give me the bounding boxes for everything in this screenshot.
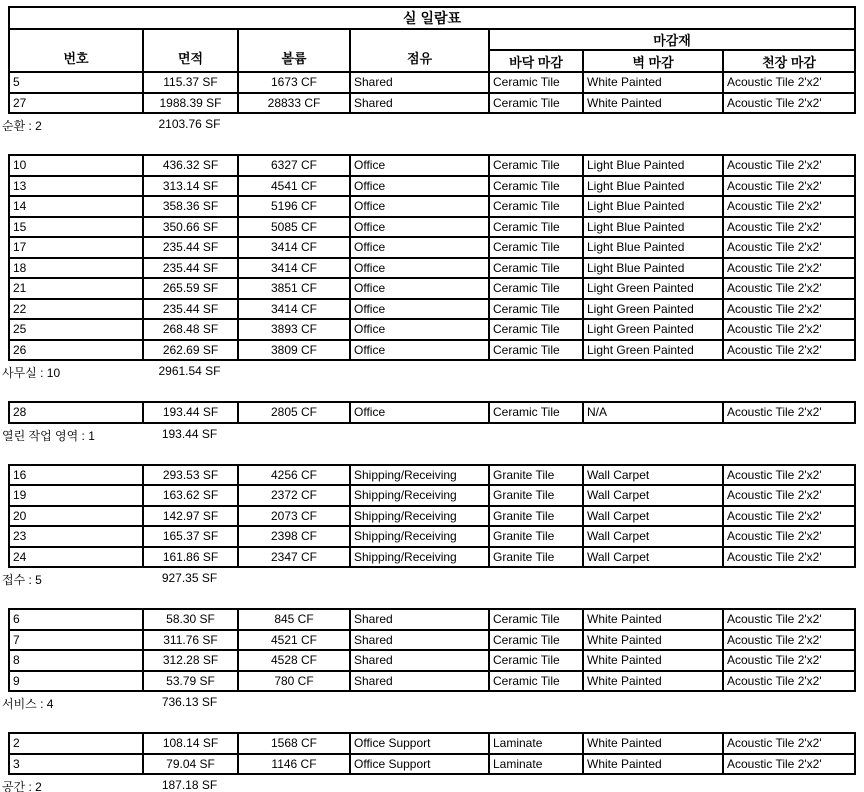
cell: Acoustic Tile 2'x2' bbox=[723, 630, 855, 651]
cell: Laminate bbox=[489, 733, 583, 754]
cell: 5085 CF bbox=[238, 217, 350, 238]
cell: Laminate bbox=[489, 754, 583, 775]
cell: Granite Tile bbox=[489, 485, 583, 506]
cell: Office bbox=[350, 217, 489, 238]
cell: 28833 CF bbox=[238, 93, 350, 114]
cell: 22 bbox=[9, 299, 143, 320]
cell: 2 bbox=[9, 733, 143, 754]
table-row bbox=[9, 340, 855, 361]
cell: 358.36 SF bbox=[143, 196, 238, 217]
cell: Acoustic Tile 2'x2' bbox=[723, 506, 855, 527]
cell: Ceramic Tile bbox=[489, 237, 583, 258]
cell: Acoustic Tile 2'x2' bbox=[723, 465, 855, 486]
cell: Shared bbox=[350, 630, 489, 651]
cell: 5 bbox=[9, 72, 143, 93]
cell: Office bbox=[350, 340, 489, 361]
table-row bbox=[9, 754, 855, 775]
cell: Ceramic Tile bbox=[489, 340, 583, 361]
cell: 16 bbox=[9, 465, 143, 486]
cell: Acoustic Tile 2'x2' bbox=[723, 609, 855, 630]
cell: Ceramic Tile bbox=[489, 402, 583, 423]
cell: Light Blue Painted bbox=[583, 176, 723, 197]
group-footer-label: 서비스 : 4 bbox=[2, 697, 54, 711]
cell: 15 bbox=[9, 217, 143, 238]
cell: Wall Carpet bbox=[583, 506, 723, 527]
cell: Granite Tile bbox=[489, 465, 583, 486]
cell: 4528 CF bbox=[238, 650, 350, 671]
cell: Office bbox=[350, 196, 489, 217]
cell: Acoustic Tile 2'x2' bbox=[723, 299, 855, 320]
table-row bbox=[9, 650, 855, 671]
cell: 79.04 SF bbox=[143, 754, 238, 775]
cell: 2347 CF bbox=[238, 547, 350, 568]
table-row bbox=[9, 93, 855, 114]
column-header-ceiling-finish: 천장 마감 bbox=[723, 50, 855, 72]
schedule-table bbox=[8, 6, 856, 114]
cell: Acoustic Tile 2'x2' bbox=[723, 547, 855, 568]
column-header-floor-finish: 바닥 마감 bbox=[489, 50, 583, 72]
table-row bbox=[9, 733, 855, 754]
schedule-table bbox=[8, 401, 856, 424]
cell: Shipping/Receiving bbox=[350, 526, 489, 547]
cell: 3851 CF bbox=[238, 278, 350, 299]
cell: Granite Tile bbox=[489, 506, 583, 527]
cell: 3414 CF bbox=[238, 237, 350, 258]
cell: 21 bbox=[9, 278, 143, 299]
schedule-title-row bbox=[9, 7, 855, 29]
table-row bbox=[9, 176, 855, 197]
cell: Acoustic Tile 2'x2' bbox=[723, 72, 855, 93]
cell: Acoustic Tile 2'x2' bbox=[723, 485, 855, 506]
cell: White Painted bbox=[583, 72, 723, 93]
group-footer-label: 공간 : 2 bbox=[2, 780, 42, 792]
table-row bbox=[9, 278, 855, 299]
cell: 3809 CF bbox=[238, 340, 350, 361]
cell: 845 CF bbox=[238, 609, 350, 630]
cell: 3414 CF bbox=[238, 299, 350, 320]
group-footer bbox=[2, 775, 856, 792]
cell: Granite Tile bbox=[489, 547, 583, 568]
schedule-table bbox=[8, 464, 856, 569]
cell: 165.37 SF bbox=[143, 526, 238, 547]
cell: Acoustic Tile 2'x2' bbox=[723, 196, 855, 217]
cell: 25 bbox=[9, 319, 143, 340]
group-footer bbox=[2, 568, 856, 588]
cell: Ceramic Tile bbox=[489, 650, 583, 671]
cell: Office bbox=[350, 155, 489, 176]
table-row bbox=[9, 402, 855, 423]
cell: 142.97 SF bbox=[143, 506, 238, 527]
cell: 17 bbox=[9, 237, 143, 258]
group-footer-label: 접수 : 5 bbox=[2, 573, 42, 587]
table-row bbox=[9, 217, 855, 238]
group-footer bbox=[2, 692, 856, 712]
cell: 4521 CF bbox=[238, 630, 350, 651]
group-footer bbox=[2, 424, 856, 444]
group-footer bbox=[2, 114, 856, 134]
cell: Office bbox=[350, 402, 489, 423]
cell: 115.37 SF bbox=[143, 72, 238, 93]
cell: Ceramic Tile bbox=[489, 609, 583, 630]
cell: Light Blue Painted bbox=[583, 196, 723, 217]
cell: Office bbox=[350, 278, 489, 299]
cell: 13 bbox=[9, 176, 143, 197]
column-header-volume: 볼륨 bbox=[238, 29, 350, 72]
cell: 6 bbox=[9, 609, 143, 630]
group-body bbox=[9, 402, 855, 423]
cell: Light Green Painted bbox=[583, 278, 723, 299]
cell: 293.53 SF bbox=[143, 465, 238, 486]
cell: Acoustic Tile 2'x2' bbox=[723, 237, 855, 258]
cell: 262.69 SF bbox=[143, 340, 238, 361]
cell: Light Green Painted bbox=[583, 340, 723, 361]
column-header-finishes: 마감재 bbox=[489, 29, 855, 50]
cell: Shipping/Receiving bbox=[350, 485, 489, 506]
group-footer-total: 2103.76 SF bbox=[158, 117, 221, 131]
cell: 58.30 SF bbox=[143, 609, 238, 630]
cell: Ceramic Tile bbox=[489, 278, 583, 299]
cell: 3 bbox=[9, 754, 143, 775]
group-footer-total: 736.13 SF bbox=[161, 695, 218, 709]
cell: 2805 CF bbox=[238, 402, 350, 423]
group-footer-total: 193.44 SF bbox=[161, 426, 218, 441]
schedule-header-row-1 bbox=[9, 29, 855, 50]
table-row bbox=[9, 299, 855, 320]
cell: Acoustic Tile 2'x2' bbox=[723, 319, 855, 340]
cell: Office bbox=[350, 299, 489, 320]
column-header-wall-finish: 벽 마감 bbox=[583, 50, 723, 72]
table-row bbox=[9, 671, 855, 692]
cell: 9 bbox=[9, 671, 143, 692]
group-footer bbox=[2, 361, 856, 381]
cell: 14 bbox=[9, 196, 143, 217]
cell: 24 bbox=[9, 547, 143, 568]
cell: 235.44 SF bbox=[143, 299, 238, 320]
cell: Acoustic Tile 2'x2' bbox=[723, 217, 855, 238]
cell: Acoustic Tile 2'x2' bbox=[723, 526, 855, 547]
cell: Acoustic Tile 2'x2' bbox=[723, 278, 855, 299]
table-row bbox=[9, 196, 855, 217]
schedule-table bbox=[8, 608, 856, 692]
schedule-title: 실 일람표 bbox=[9, 7, 855, 29]
cell: Acoustic Tile 2'x2' bbox=[723, 258, 855, 279]
table-row bbox=[9, 72, 855, 93]
table-row bbox=[9, 547, 855, 568]
cell: Acoustic Tile 2'x2' bbox=[723, 402, 855, 423]
cell: 2372 CF bbox=[238, 485, 350, 506]
cell: 3893 CF bbox=[238, 319, 350, 340]
cell: Shipping/Receiving bbox=[350, 547, 489, 568]
group-body bbox=[9, 465, 855, 568]
group-body bbox=[9, 733, 855, 774]
group-body bbox=[9, 72, 855, 113]
cell: 163.62 SF bbox=[143, 485, 238, 506]
cell: Shipping/Receiving bbox=[350, 506, 489, 527]
cell: White Painted bbox=[583, 650, 723, 671]
cell: 8 bbox=[9, 650, 143, 671]
cell: Acoustic Tile 2'x2' bbox=[723, 671, 855, 692]
cell: Wall Carpet bbox=[583, 547, 723, 568]
cell: Shared bbox=[350, 93, 489, 114]
group-body bbox=[9, 609, 855, 691]
cell: 350.66 SF bbox=[143, 217, 238, 238]
cell: Acoustic Tile 2'x2' bbox=[723, 650, 855, 671]
column-header-occupancy: 점유 bbox=[350, 29, 489, 72]
cell: Granite Tile bbox=[489, 526, 583, 547]
cell: 18 bbox=[9, 258, 143, 279]
group-footer-total: 2961.54 SF bbox=[158, 364, 221, 378]
cell: 10 bbox=[9, 155, 143, 176]
cell: Light Blue Painted bbox=[583, 237, 723, 258]
table-row bbox=[9, 526, 855, 547]
cell: 20 bbox=[9, 506, 143, 527]
cell: Ceramic Tile bbox=[489, 671, 583, 692]
cell: Wall Carpet bbox=[583, 465, 723, 486]
cell: Light Green Painted bbox=[583, 319, 723, 340]
cell: 28 bbox=[9, 402, 143, 423]
cell: Office bbox=[350, 258, 489, 279]
cell: 4541 CF bbox=[238, 176, 350, 197]
cell: Ceramic Tile bbox=[489, 217, 583, 238]
cell: Office bbox=[350, 319, 489, 340]
cell: 235.44 SF bbox=[143, 258, 238, 279]
table-row bbox=[9, 609, 855, 630]
cell: 19 bbox=[9, 485, 143, 506]
cell: 27 bbox=[9, 93, 143, 114]
table-row bbox=[9, 485, 855, 506]
table-row bbox=[9, 506, 855, 527]
schedule-table bbox=[8, 732, 856, 775]
cell: Wall Carpet bbox=[583, 526, 723, 547]
cell: White Painted bbox=[583, 93, 723, 114]
cell: 26 bbox=[9, 340, 143, 361]
cell: 1673 CF bbox=[238, 72, 350, 93]
cell: White Painted bbox=[583, 609, 723, 630]
cell: 1568 CF bbox=[238, 733, 350, 754]
cell: 2398 CF bbox=[238, 526, 350, 547]
group-footer-label: 사무실 : 10 bbox=[2, 366, 61, 380]
cell: Light Blue Painted bbox=[583, 258, 723, 279]
cell: Shared bbox=[350, 72, 489, 93]
cell: 265.59 SF bbox=[143, 278, 238, 299]
cell: Light Blue Painted bbox=[583, 155, 723, 176]
cell: 5196 CF bbox=[238, 196, 350, 217]
cell: Acoustic Tile 2'x2' bbox=[723, 93, 855, 114]
cell: 1146 CF bbox=[238, 754, 350, 775]
column-header-number: 번호 bbox=[9, 29, 143, 72]
group-footer-total: 927.35 SF bbox=[161, 571, 218, 585]
group-body bbox=[9, 155, 855, 360]
cell: 235.44 SF bbox=[143, 237, 238, 258]
cell: 436.32 SF bbox=[143, 155, 238, 176]
cell: Ceramic Tile bbox=[489, 258, 583, 279]
cell: Acoustic Tile 2'x2' bbox=[723, 155, 855, 176]
table-row bbox=[9, 237, 855, 258]
group-footer-label: 열린 작업 영역 : 1 bbox=[2, 428, 95, 443]
cell: Light Blue Painted bbox=[583, 217, 723, 238]
cell: White Painted bbox=[583, 630, 723, 651]
table-row bbox=[9, 465, 855, 486]
cell: Acoustic Tile 2'x2' bbox=[723, 733, 855, 754]
cell: Light Green Painted bbox=[583, 299, 723, 320]
cell: Ceramic Tile bbox=[489, 93, 583, 114]
cell: Shipping/Receiving bbox=[350, 465, 489, 486]
cell: Office bbox=[350, 237, 489, 258]
cell: 780 CF bbox=[238, 671, 350, 692]
cell: White Painted bbox=[583, 733, 723, 754]
cell: Shared bbox=[350, 609, 489, 630]
cell: 161.86 SF bbox=[143, 547, 238, 568]
cell: 7 bbox=[9, 630, 143, 651]
cell: Ceramic Tile bbox=[489, 630, 583, 651]
cell: Wall Carpet bbox=[583, 485, 723, 506]
cell: 53.79 SF bbox=[143, 671, 238, 692]
schedule-table bbox=[8, 154, 856, 361]
cell: Ceramic Tile bbox=[489, 299, 583, 320]
table-row bbox=[9, 258, 855, 279]
cell: Office bbox=[350, 176, 489, 197]
cell: Ceramic Tile bbox=[489, 176, 583, 197]
cell: 2073 CF bbox=[238, 506, 350, 527]
cell: Ceramic Tile bbox=[489, 155, 583, 176]
cell: Ceramic Tile bbox=[489, 196, 583, 217]
cell: 6327 CF bbox=[238, 155, 350, 176]
cell: Acoustic Tile 2'x2' bbox=[723, 754, 855, 775]
cell: 193.44 SF bbox=[143, 402, 238, 423]
cell: Office Support bbox=[350, 733, 489, 754]
group-footer-total: 187.18 SF bbox=[161, 778, 218, 792]
cell: 312.28 SF bbox=[143, 650, 238, 671]
cell: 108.14 SF bbox=[143, 733, 238, 754]
cell: Shared bbox=[350, 671, 489, 692]
cell: N/A bbox=[583, 402, 723, 423]
group-footer-label: 순환 : 2 bbox=[2, 119, 42, 133]
cell: 1988.39 SF bbox=[143, 93, 238, 114]
cell: 268.48 SF bbox=[143, 319, 238, 340]
cell: White Painted bbox=[583, 754, 723, 775]
cell: Acoustic Tile 2'x2' bbox=[723, 340, 855, 361]
cell: Office Support bbox=[350, 754, 489, 775]
table-row bbox=[9, 319, 855, 340]
schedule-groups bbox=[2, 154, 856, 792]
cell: 311.76 SF bbox=[143, 630, 238, 651]
cell: Acoustic Tile 2'x2' bbox=[723, 176, 855, 197]
cell: 313.14 SF bbox=[143, 176, 238, 197]
cell: Ceramic Tile bbox=[489, 72, 583, 93]
cell: White Painted bbox=[583, 671, 723, 692]
table-row bbox=[9, 630, 855, 651]
cell: 23 bbox=[9, 526, 143, 547]
cell: Ceramic Tile bbox=[489, 319, 583, 340]
table-row bbox=[9, 155, 855, 176]
cell: 4256 CF bbox=[238, 465, 350, 486]
cell: 3414 CF bbox=[238, 258, 350, 279]
cell: Shared bbox=[350, 650, 489, 671]
column-header-area: 면적 bbox=[143, 29, 238, 72]
